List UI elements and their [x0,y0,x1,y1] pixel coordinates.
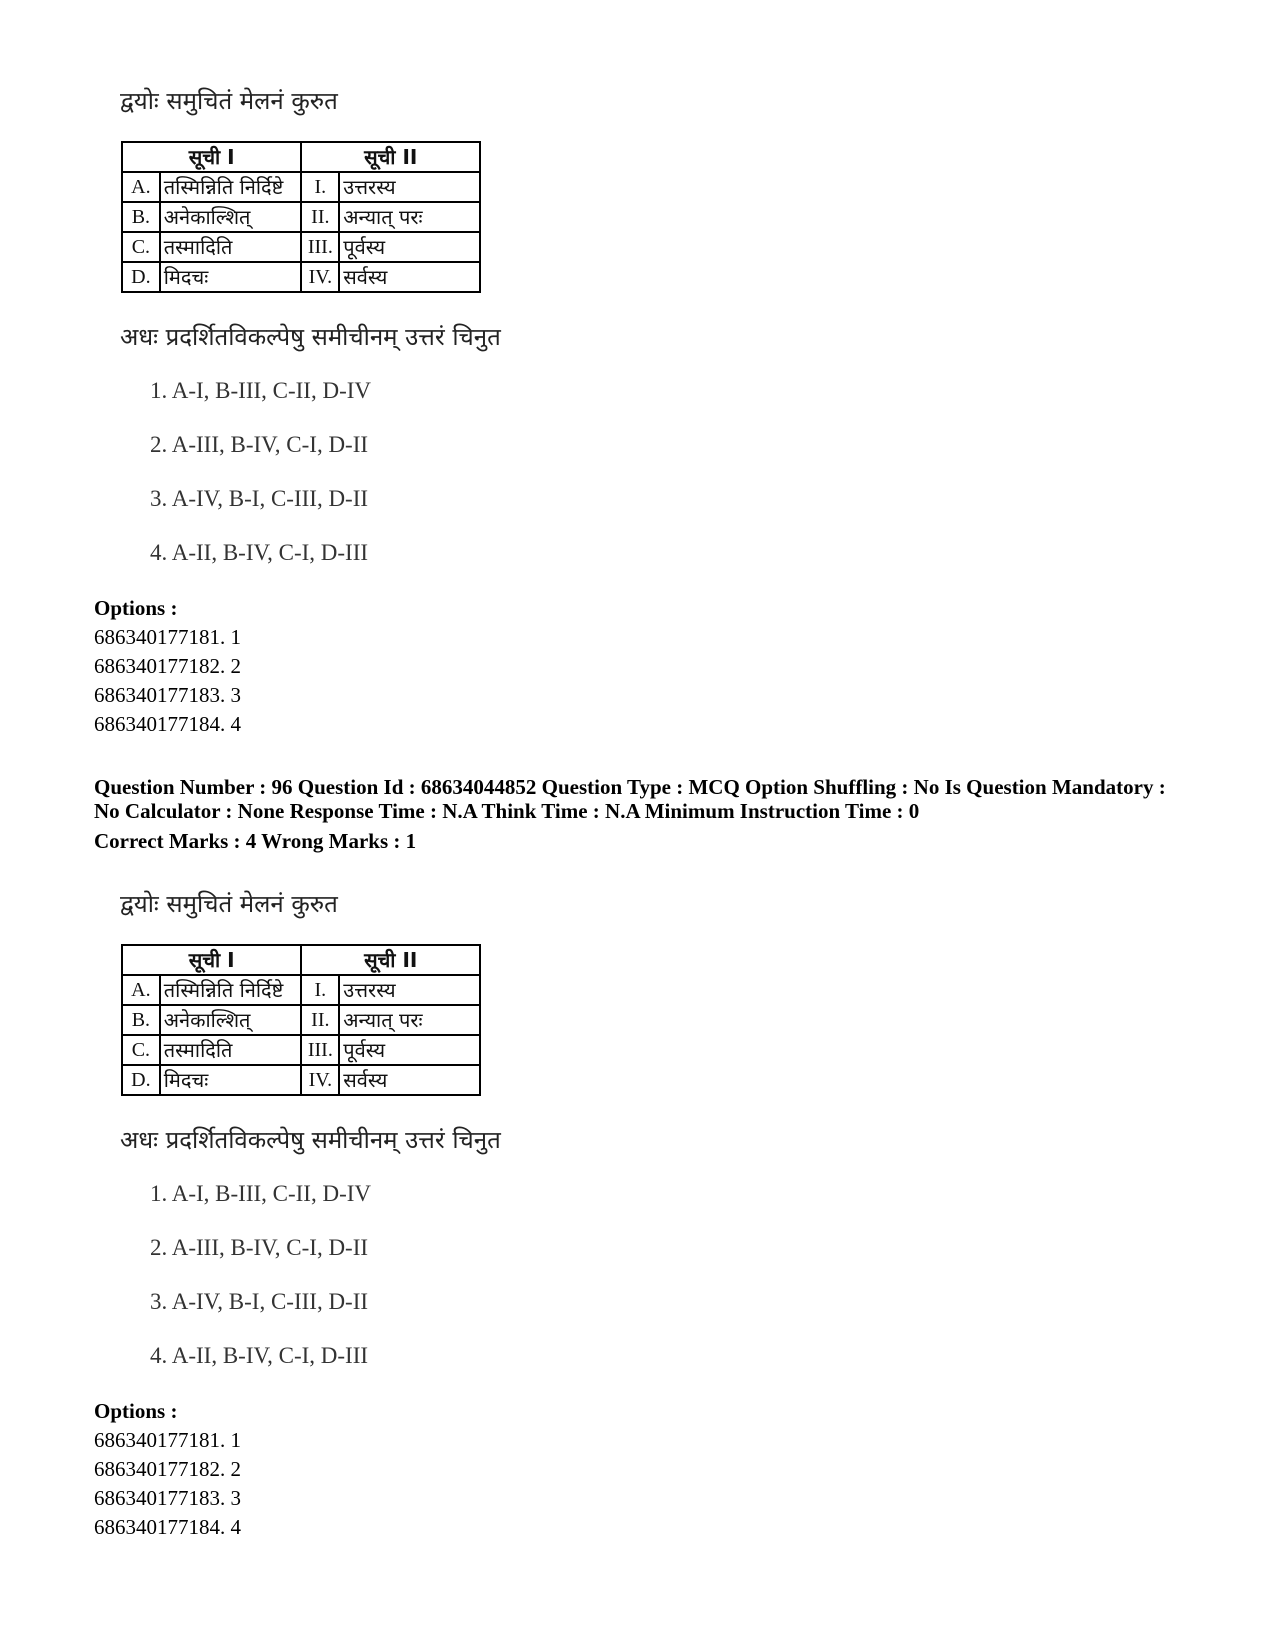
option-item: 686340177182. 2 [94,1457,241,1481]
row-key: II. [301,1005,339,1035]
instruction: द्वयोः समुचितं मेलनं कुरुत [120,87,338,115]
row-value: उत्तरस्य [339,975,480,1005]
question-meta [94,775,1214,823]
answer-prompt: अधः प्रदर्शितविकल्पेषु समीचीनम् उत्तरं चिनुत [120,323,501,351]
row-value: अनेकाल्शित् [160,202,302,232]
match-table [121,944,481,1096]
row-value: तस्मादिति [160,1035,302,1065]
row-key: B. [122,1005,160,1035]
options-label: Options : [94,1399,178,1423]
row-value: तस्मिन्निति निर्दिष्टे [160,975,302,1005]
instruction: द्वयोः समुचितं मेलनं कुरुत [120,890,338,918]
choice-4: 4. A-II, B-IV, C-I, D-III [150,1343,369,1368]
table-row [122,1065,480,1095]
row-key: C. [122,232,160,262]
row-key: D. [122,262,160,292]
table-header-row [122,142,480,172]
row-value: उत्तरस्य [339,172,480,202]
options-label: Options : [94,596,178,620]
match-table [121,141,481,293]
row-value: सर्वस्य [339,262,480,292]
table-row [122,975,480,1005]
row-key: IV. [301,262,339,292]
row-value: अन्यात् परः [339,1005,480,1035]
choice-2: 2. A-III, B-IV, C-I, D-II [150,432,369,457]
list-1-header: सूची I [122,945,301,975]
row-key: A. [122,975,160,1005]
row-key: I. [301,975,339,1005]
option-item: 686340177181. 1 [94,1428,241,1452]
option-item: 686340177183. 3 [94,1486,241,1510]
table-row [122,172,480,202]
option-item: 686340177184. 4 [94,712,241,736]
option-item: 686340177183. 3 [94,683,241,707]
row-key: A. [122,172,160,202]
row-key: III. [301,1035,339,1065]
choice-2: 2. A-III, B-IV, C-I, D-II [150,1235,369,1260]
row-key: II. [301,202,339,232]
row-key: I. [301,172,339,202]
row-key: B. [122,202,160,232]
question-meta-line-2: No Calculator : None Response Time : N.A Think Time : N.A Minimum Instruction Time : 0 [94,799,920,823]
table-row [122,1005,480,1035]
row-value: मिदचः [160,262,302,292]
row-value: तस्मादिति [160,232,302,262]
row-key: III. [301,232,339,262]
table-row [122,232,480,262]
row-value: मिदचः [160,1065,302,1095]
choice-3: 3. A-IV, B-I, C-III, D-II [150,1289,369,1314]
row-value: अन्यात् परः [339,202,480,232]
option-item: 686340177184. 4 [94,1515,241,1539]
marks-line: Correct Marks : 4 Wrong Marks : 1 [94,829,417,853]
question-meta-line-1: Question Number : 96 Question Id : 68634044852 Question Type : MCQ Option Shuffling : No Is Question Mandatory : [94,775,1166,799]
row-value: अनेकाल्शित् [160,1005,302,1035]
option-item: 686340177181. 1 [94,625,241,649]
table-row [122,202,480,232]
table-row [122,1035,480,1065]
row-value: सर्वस्य [339,1065,480,1095]
row-value: पूर्वस्य [339,1035,480,1065]
list-2-header: सूची II [301,945,480,975]
choice-4: 4. A-II, B-IV, C-I, D-III [150,540,369,565]
choice-3: 3. A-IV, B-I, C-III, D-II [150,486,369,511]
row-value: तस्मिन्निति निर्दिष्टे [160,172,302,202]
row-key: D. [122,1065,160,1095]
choice-1: 1. A-I, B-III, C-II, D-IV [150,378,371,403]
table-row [122,262,480,292]
table-header-row [122,945,480,975]
row-value: पूर्वस्य [339,232,480,262]
option-item: 686340177182. 2 [94,654,241,678]
list-2-header: सूची II [301,142,480,172]
row-key: IV. [301,1065,339,1095]
row-key: C. [122,1035,160,1065]
list-1-header: सूची I [122,142,301,172]
choice-1: 1. A-I, B-III, C-II, D-IV [150,1181,371,1206]
answer-prompt: अधः प्रदर्शितविकल्पेषु समीचीनम् उत्तरं चिनुत [120,1126,501,1154]
